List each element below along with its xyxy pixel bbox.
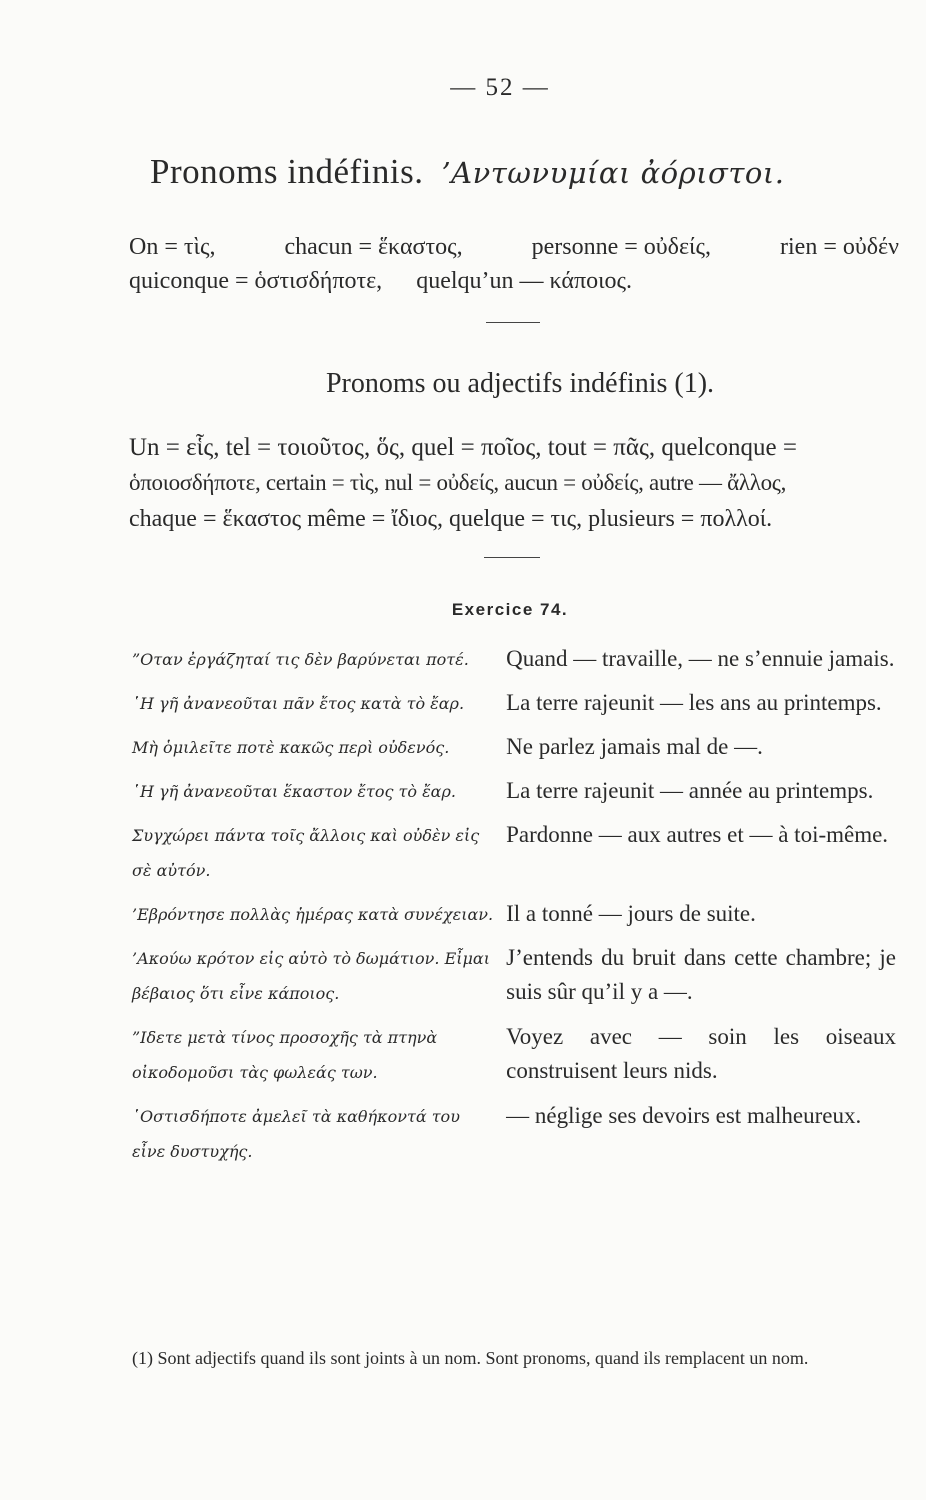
exercise-row — [132, 1099, 896, 1169]
pronoun-line-1 — [129, 234, 899, 261]
page-title — [150, 152, 910, 192]
adjective-line-2: ὁποιοσδήποτε, certain = τὶς, nul = οὐδείς, aucun = οὐδείς, autre — ἄλλος, — [129, 470, 787, 495]
french-sentence: Il a tonné — jours de suite. — [506, 901, 756, 926]
divider — [484, 557, 540, 558]
pronoun-line-2 — [129, 268, 899, 295]
pronoun-item: On = τὶς, — [129, 234, 216, 260]
exercise-row — [132, 686, 896, 721]
greek-sentence: ῾Οστισδήποτε ἀμελεῖ τὰ καθήκοντά του εἶνε δυστυχής. — [132, 1107, 460, 1161]
greek-sentence: ῾Η γῆ ἀνανεοῦται πᾶν ἔτος κατὰ τὸ ἔαρ. — [132, 694, 465, 713]
greek-sentence: Μὴ ὁμιλεῖτε ποτὲ κακῶς περὶ οὐδενός. — [132, 738, 450, 757]
exercise-row — [132, 897, 896, 932]
page-number: — 52 — — [450, 74, 550, 101]
adjective-line-3: chaque = ἕκαστος même = ἴδιος, quelque = τις, plusieurs = πολλοί. — [129, 506, 773, 532]
divider — [486, 322, 540, 323]
pronoun-item: chacun = ἕκαστος, — [284, 234, 463, 260]
exercise-row — [132, 818, 896, 888]
pronoun-item: personne = οὐδείς, — [531, 234, 712, 260]
french-sentence: La terre rajeunit — les ans au printemps. — [506, 690, 882, 715]
greek-sentence: ῾Η γῆ ἀνανεοῦται ἕκαστον ἔτος τὸ ἔαρ. — [132, 782, 456, 801]
section-heading: Pronoms ou adjectifs indéfinis (1). — [325, 368, 715, 399]
greek-sentence: ”Ιδετε μετὰ τίνος προσοχῆς τὰ πτηνὰ οἰκοδομοῦσι τὰς φωλεάς των. — [132, 1028, 438, 1082]
greek-sentence: ’Εβρόντησε πολλὰς ἡμέρας κατὰ συνέχειαν. — [132, 905, 494, 924]
exercise-title: Exercice 74. — [451, 600, 569, 619]
french-sentence: Voyez avec — soin les oiseaux construisent leurs nids. — [506, 1024, 896, 1083]
french-sentence: — néglige ses devoirs est malheureux. — [506, 1103, 862, 1128]
exercise-row — [132, 941, 896, 1011]
exercise-row — [132, 774, 896, 809]
exercise-row — [132, 1020, 896, 1090]
pronoun-item: rien = οὐδέν — [780, 234, 899, 260]
pronoun-item: quiconque = ὁστισδήποτε, — [129, 268, 383, 294]
pronoun-item: quelqu’un — κάποιος. — [416, 268, 633, 294]
exercise-list — [132, 642, 896, 1178]
french-sentence: Pardonne — aux autres et — à toi-même. — [506, 822, 889, 847]
french-sentence: Quand — travaille, — ne s’ennuie jamais. — [506, 646, 895, 671]
french-sentence: Ne parlez jamais mal de —. — [506, 734, 763, 759]
adjective-line-1: Un = εἷς, tel = τοιοῦτος, ὅς, quel = ποῖος, tout = πᾶς, quelconque = — [129, 434, 797, 461]
greek-sentence: ”Οταν ἐργάζηταί τις δὲν βαρύνεται ποτέ. — [132, 650, 469, 669]
exercise-row — [132, 642, 896, 677]
french-sentence: J’entends du bruit dans cette chambre; je suis sûr qu’il y a —. — [506, 945, 896, 1004]
footnote: (1) Sont adjectifs quand ils sont joints à un nom. Sont pronoms, quand ils remplacent un nom. — [132, 1348, 809, 1368]
title-french: Pronoms indéfinis. — [150, 152, 424, 191]
french-sentence: La terre rajeunit — année au printemps. — [506, 778, 874, 803]
greek-sentence: ’Ακούω κρότον εἰς αὐτὸ τὸ δωμάτιον. Εἶμαι βέβαιος ὅτι εἶνε κάποιος. — [132, 949, 490, 1003]
greek-sentence: Συγχώρει πάντα τοῖς ἄλλοις καὶ οὐδὲν εἰς σὲ αὐτόν. — [132, 826, 480, 880]
exercise-row — [132, 730, 896, 765]
title-greek: ’Αντωνυμίαι ἀόριστοι. — [441, 156, 785, 190]
